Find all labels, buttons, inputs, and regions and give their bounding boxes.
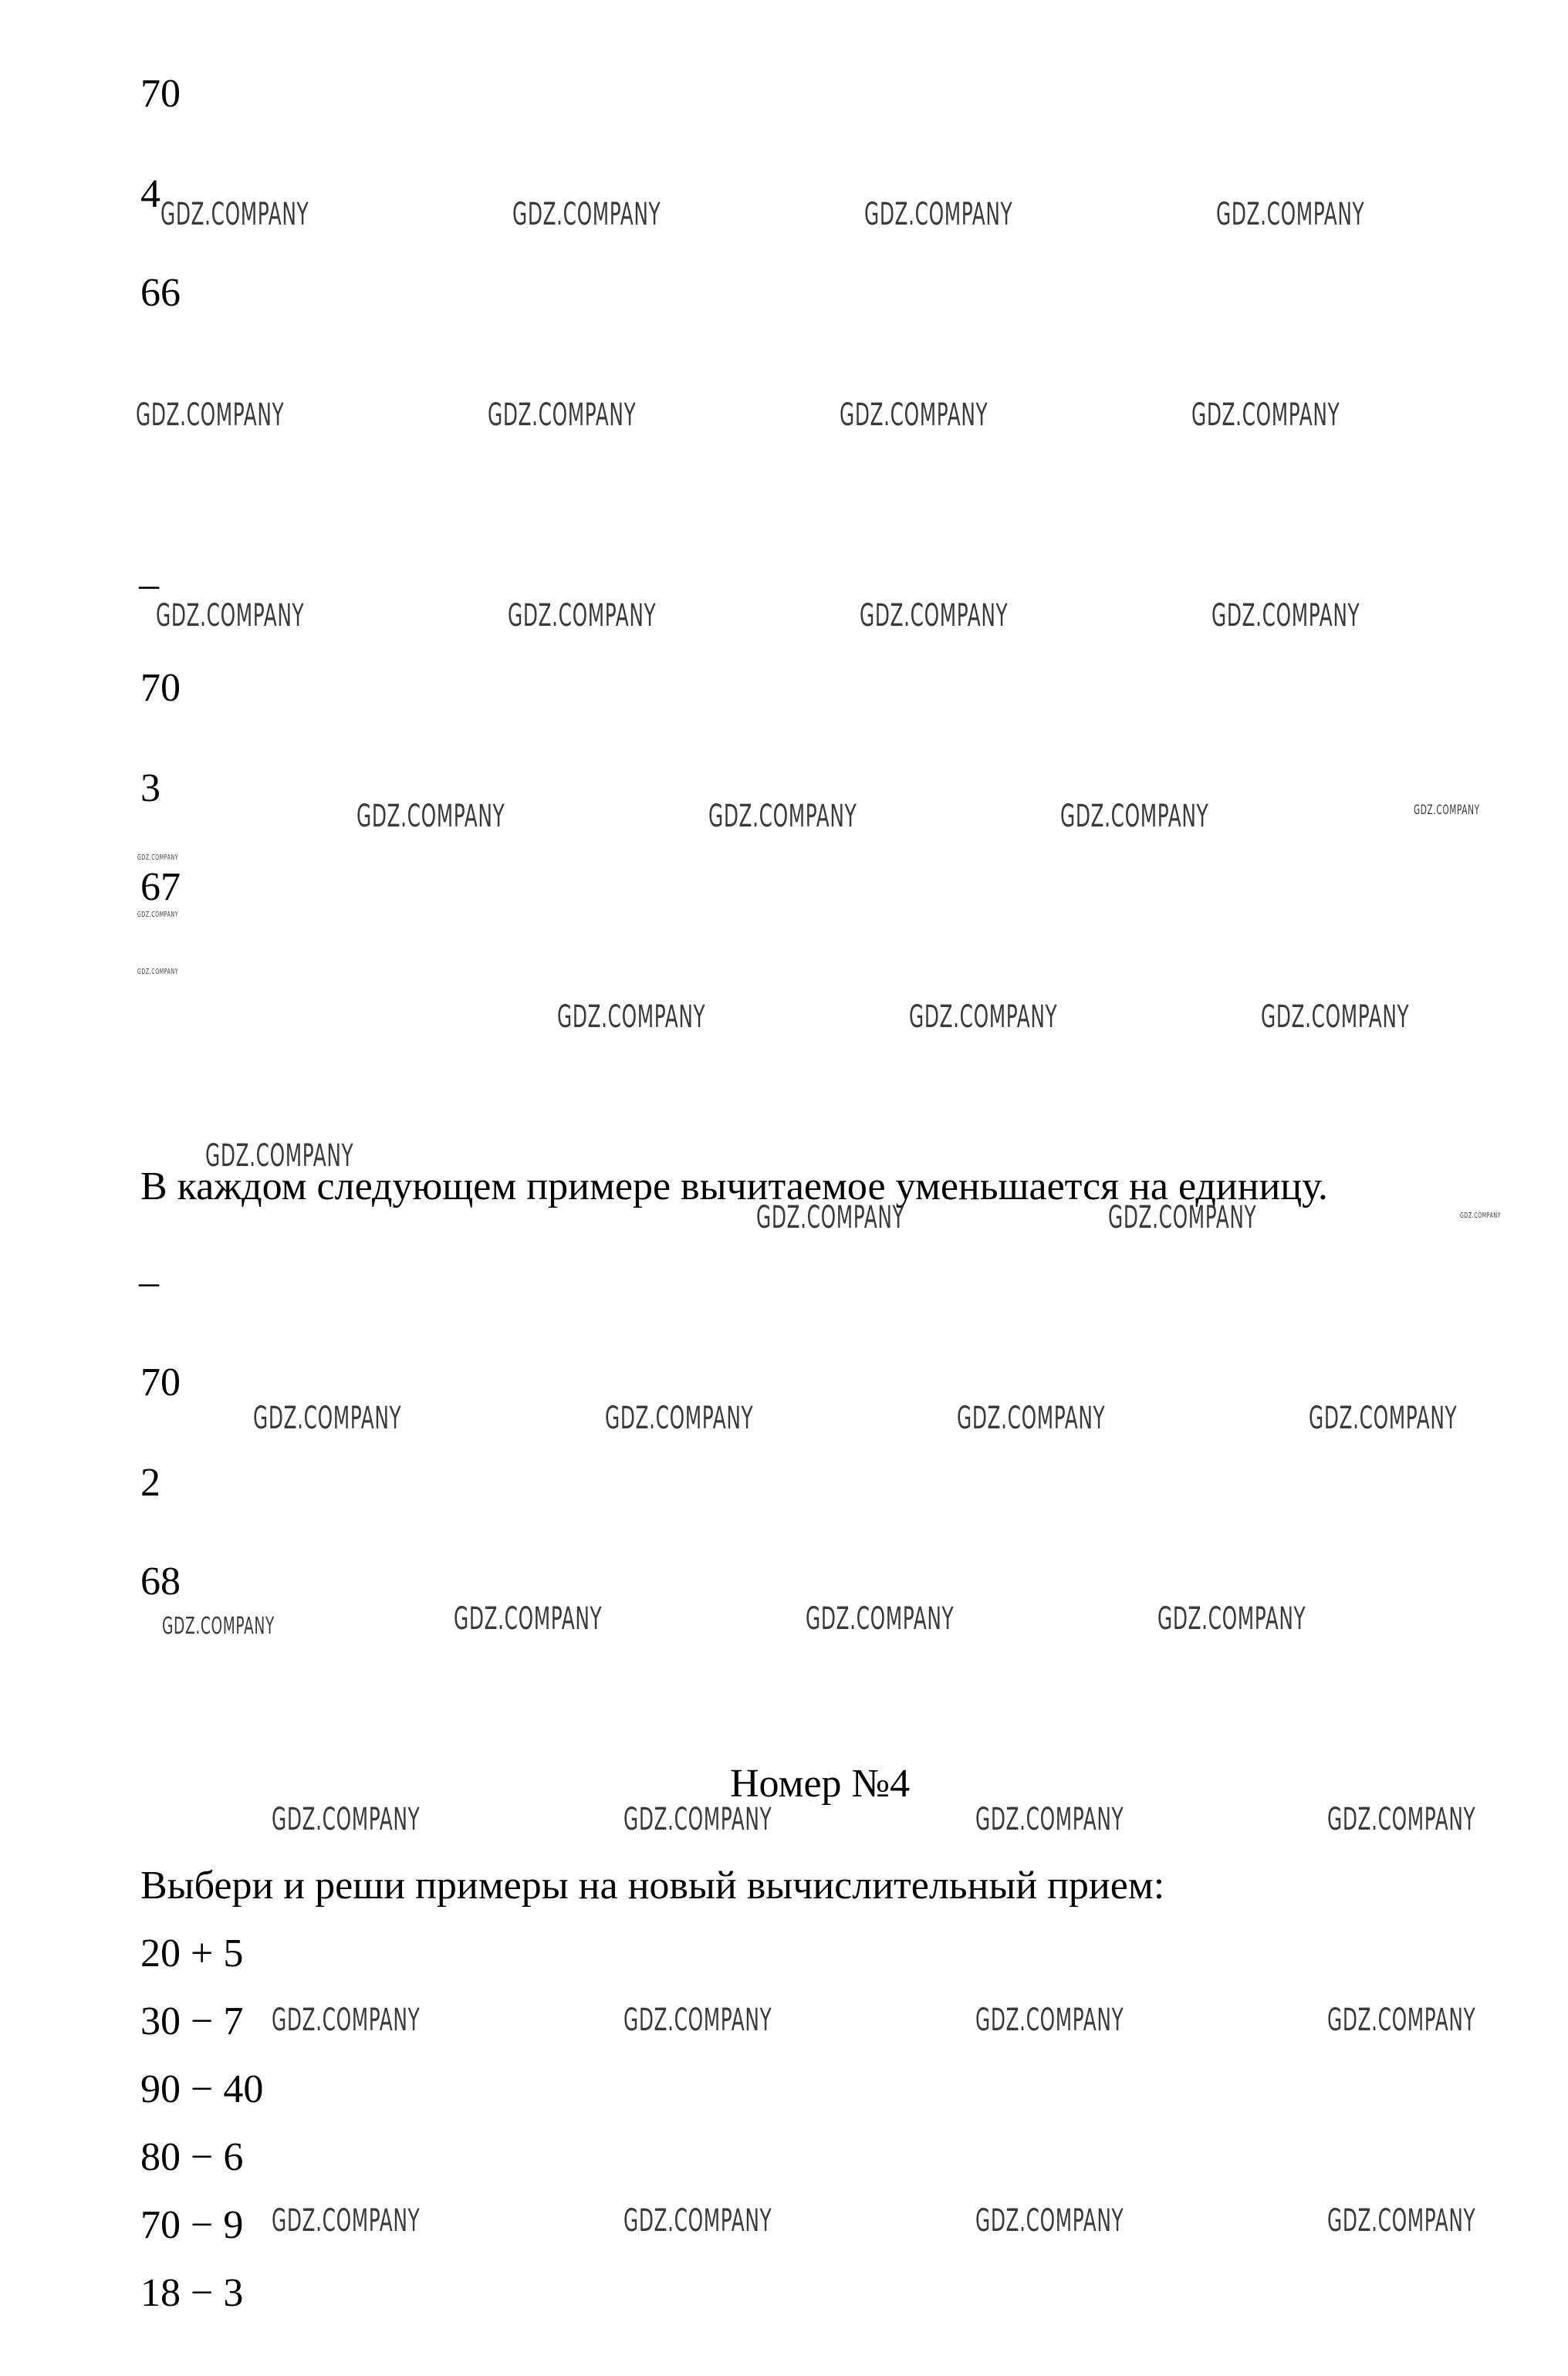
calc1-minuend: 70 [140, 72, 181, 116]
watermark-text: GDZ.COMPANY [1060, 799, 1209, 834]
watermark-text: GDZ.COMPANY [806, 1601, 955, 1637]
watermark-text: GDZ.COMPANY [1261, 999, 1410, 1035]
watermark-text: GDZ.COMPANY [623, 2003, 772, 2038]
watermark-text: GDZ.COMPANY [708, 799, 857, 834]
watermark-text: GDZ.COMPANY [623, 1802, 772, 1837]
watermark-text: GDZ.COMPANY [864, 197, 1013, 232]
watermark-text: GDZ.COMPANY [136, 397, 285, 433]
calc3-result: 68 [140, 1560, 181, 1604]
example-item: 90 − 40 [140, 2067, 264, 2111]
watermark-text: GDZ.COMPANY [860, 598, 1009, 634]
watermark-text: GDZ.COMPANY [1414, 803, 1480, 818]
example-item: 70 − 9 [140, 2203, 244, 2247]
watermark-text: GDZ.COMPANY [156, 598, 305, 634]
watermark-text: GDZ.COMPANY [1211, 598, 1360, 634]
watermark-text: GDZ.COMPANY [1191, 397, 1340, 433]
watermark-text: GDZ.COMPANY [272, 2003, 421, 2038]
watermark-text: GDZ.COMPANY [1327, 2203, 1476, 2239]
watermark-text: GDZ.COMPANY [975, 2003, 1124, 2038]
calc2-minuend: 70 [140, 666, 181, 710]
task-heading: Номер №4 [730, 1762, 911, 1806]
calc3-subtrahend: 2 [140, 1461, 161, 1505]
watermark-text: GDZ.COMPANY [1460, 1212, 1502, 1220]
watermark-text: GDZ.COMPANY [975, 2203, 1124, 2239]
watermark-text: GDZ.COMPANY [162, 1613, 275, 1640]
calc2-minus-sign: – [139, 563, 159, 607]
example-item: 30 − 7 [140, 1999, 244, 2043]
watermark-text: GDZ.COMPANY [161, 197, 309, 232]
watermark-text: GDZ.COMPANY [508, 598, 657, 634]
watermark-text: GDZ.COMPANY [137, 968, 179, 976]
watermark-text: GDZ.COMPANY [1108, 1200, 1257, 1235]
watermark-text: GDZ.COMPANY [1216, 197, 1365, 232]
watermark-text: GDZ.COMPANY [840, 397, 988, 433]
watermark-text: GDZ.COMPANY [957, 1401, 1106, 1436]
calc3-minuend: 70 [140, 1360, 181, 1404]
calc1-subtrahend: 4 [140, 172, 161, 216]
watermark-text: GDZ.COMPANY [137, 853, 179, 862]
example-item: 18 − 3 [140, 2271, 244, 2315]
watermark-text: GDZ.COMPANY [605, 1401, 754, 1436]
watermark-text: GDZ.COMPANY [488, 397, 637, 433]
watermark-text: GDZ.COMPANY [272, 2203, 421, 2239]
watermark-text: GDZ.COMPANY [512, 197, 661, 232]
watermark-text: GDZ.COMPANY [205, 1138, 354, 1174]
watermark-text: GDZ.COMPANY [253, 1401, 402, 1436]
calc2-subtrahend: 3 [140, 766, 161, 810]
watermark-text: GDZ.COMPANY [1157, 1601, 1306, 1637]
calc1-result: 66 [140, 271, 181, 315]
watermark-text: GDZ.COMPANY [454, 1601, 603, 1637]
calc3-minus-sign: – [139, 1260, 159, 1304]
watermark-text: GDZ.COMPANY [557, 999, 706, 1035]
watermark-text: GDZ.COMPANY [756, 1200, 905, 1235]
watermark-text: GDZ.COMPANY [1309, 1401, 1458, 1436]
example-item: 80 − 6 [140, 2135, 244, 2179]
calc2-result: 67 [140, 865, 181, 909]
watermark-text: GDZ.COMPANY [975, 1802, 1124, 1837]
watermark-text: GDZ.COMPANY [137, 911, 179, 919]
watermark-text: GDZ.COMPANY [272, 1802, 421, 1837]
example-item: 20 + 5 [140, 1932, 244, 1975]
watermark-text: GDZ.COMPANY [909, 999, 1058, 1035]
watermark-text: GDZ.COMPANY [1327, 2003, 1476, 2038]
task-instruction: Выбери и реши примеры на новый вычислительный прием: [140, 1864, 1165, 1908]
rule-text: В каждом следующем примере вычитаемое уменьшается на единицу. [140, 1164, 1328, 1208]
watermark-text: GDZ.COMPANY [357, 799, 505, 834]
watermark-text: GDZ.COMPANY [1327, 1802, 1476, 1837]
watermark-text: GDZ.COMPANY [623, 2203, 772, 2239]
